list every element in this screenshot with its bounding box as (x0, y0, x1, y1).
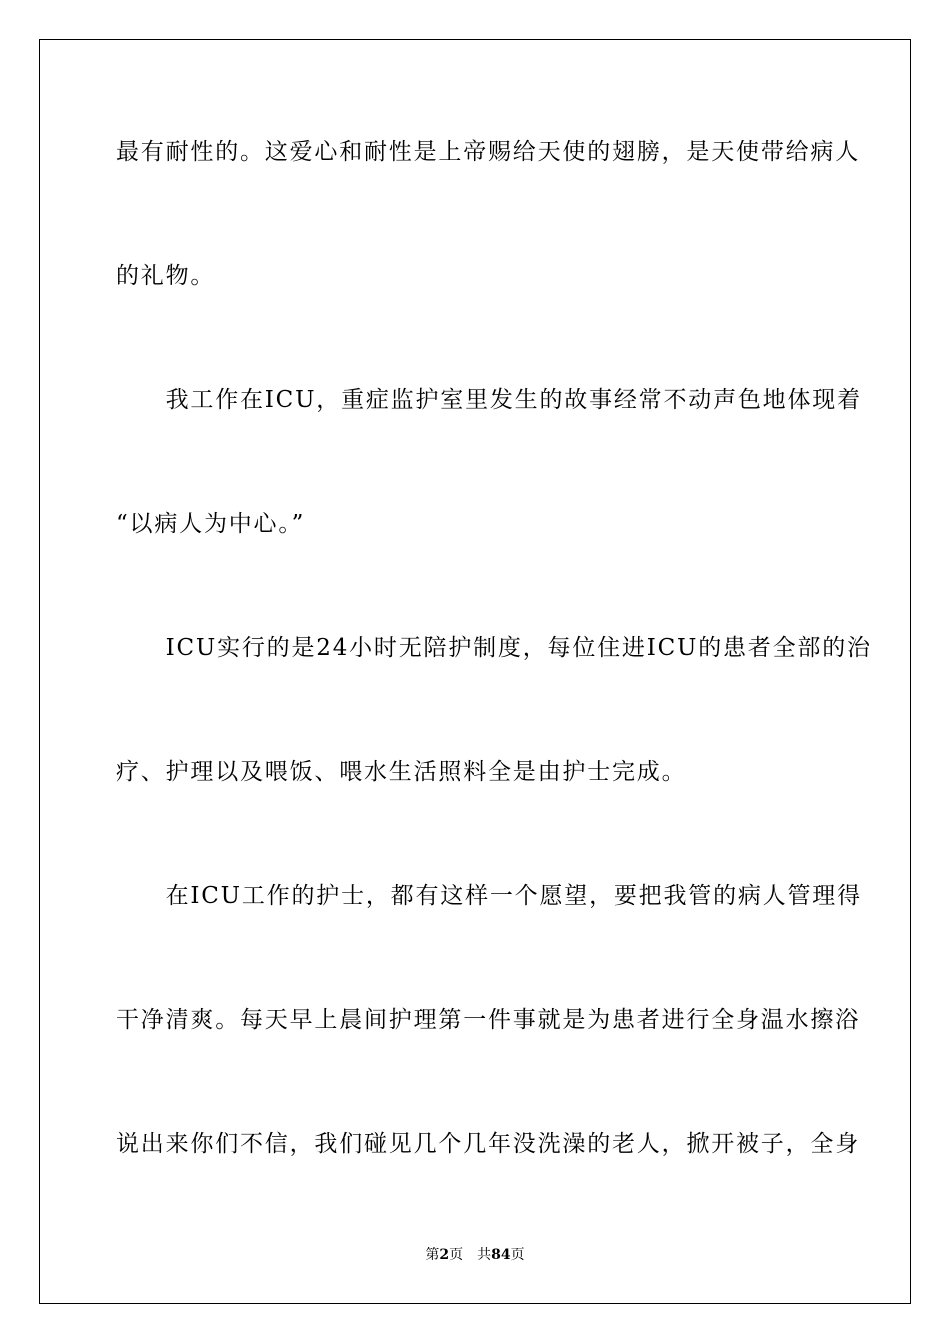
total-pages: 84 (491, 1247, 511, 1263)
total-prefix: 共 (477, 1247, 492, 1263)
page-prefix: 第 (425, 1247, 440, 1263)
text-line-7: 在ICU工作的护士，都有这样一个愿望，要把我管的病人管理得 (116, 883, 862, 909)
text-line-6: 疗、护理以及喂饭、喂水生活照料全是由护士完成。 (116, 759, 687, 785)
text-line-8: 干净清爽。每天早上晨间护理第一件事就是为患者进行全身温水擦浴 (116, 1007, 860, 1033)
text-line-3: 我工作在ICU，重症监护室里发生的故事经常不动声色地体现着 (116, 387, 862, 413)
total-suffix: 页 (510, 1247, 525, 1263)
page-footer (0, 1246, 950, 1264)
text-line-1: 最有耐性的。这爱心和耐性是上帝赐给天使的翅膀，是天使带给病人 (116, 139, 860, 165)
text-line-2: 的礼物。 (116, 263, 216, 289)
page-border (39, 39, 911, 1304)
page-suffix: 页 (449, 1247, 464, 1263)
page-number: 2 (439, 1247, 450, 1263)
text-line-4: “以病人为中心。” (116, 511, 306, 537)
text-line-9: 说出来你们不信，我们碰见几个几年没洗澡的老人，掀开被子，全身 (116, 1131, 860, 1157)
text-line-5: ICU实行的是24小时无陪护制度，每位住进ICU的患者全部的治 (116, 635, 872, 661)
